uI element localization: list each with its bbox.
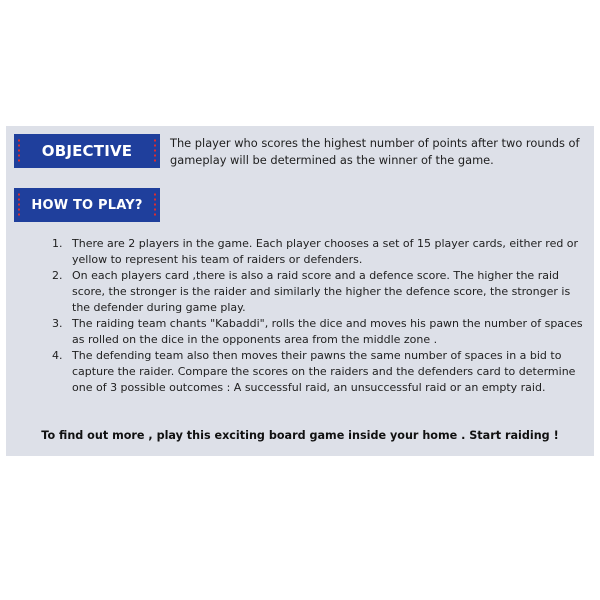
- objective-text: The player who scores the highest number of points after two rounds of gameplay will be determined as the winner of the game.: [170, 136, 580, 167]
- step-text: The defending team also then moves their pawns the same number of spaces in a bid to capture the raider. Compare the scores on the raiders and the defenders card to determine one of 3 possible outcomes : A successful raid, an unsuccessful raid or an empty raid.: [72, 349, 576, 394]
- step-text: There are 2 players in the game. Each player chooses a set of 15 player cards, either red or yellow to represent his team of raiders or defenders.: [72, 237, 579, 266]
- how-to-play-banner: [14, 188, 160, 222]
- objective-title: OBJECTIVE: [41, 142, 133, 160]
- step-number: 4.: [52, 349, 63, 362]
- step-number: 2.: [52, 269, 63, 282]
- step-number: 3.: [52, 317, 63, 330]
- step-item: [52, 348, 586, 396]
- step-text: On each players card ,there is also a raid score and a defence score. The higher the raid score, the stronger is the raider and similarly the higher the defence score, the stronger is the defender during game play.: [72, 269, 571, 314]
- step-item: [52, 268, 586, 316]
- instruction-card: [6, 126, 594, 456]
- how-to-play-steps: [52, 236, 586, 396]
- step-text: The raiding team chants "Kabaddi", rolls the dice and moves his pawn the number of spaces as rolled on the dice in the opponents area from the middle zone .: [72, 317, 583, 346]
- closing-call-to-action: To find out more , play this exciting board game inside your home . Start raiding !: [41, 429, 559, 442]
- step-number: 1.: [52, 237, 63, 250]
- step-item: [52, 236, 586, 268]
- how-to-play-title: HOW TO PLAY?: [31, 197, 143, 213]
- step-item: [52, 316, 586, 348]
- objective-banner: [14, 134, 160, 168]
